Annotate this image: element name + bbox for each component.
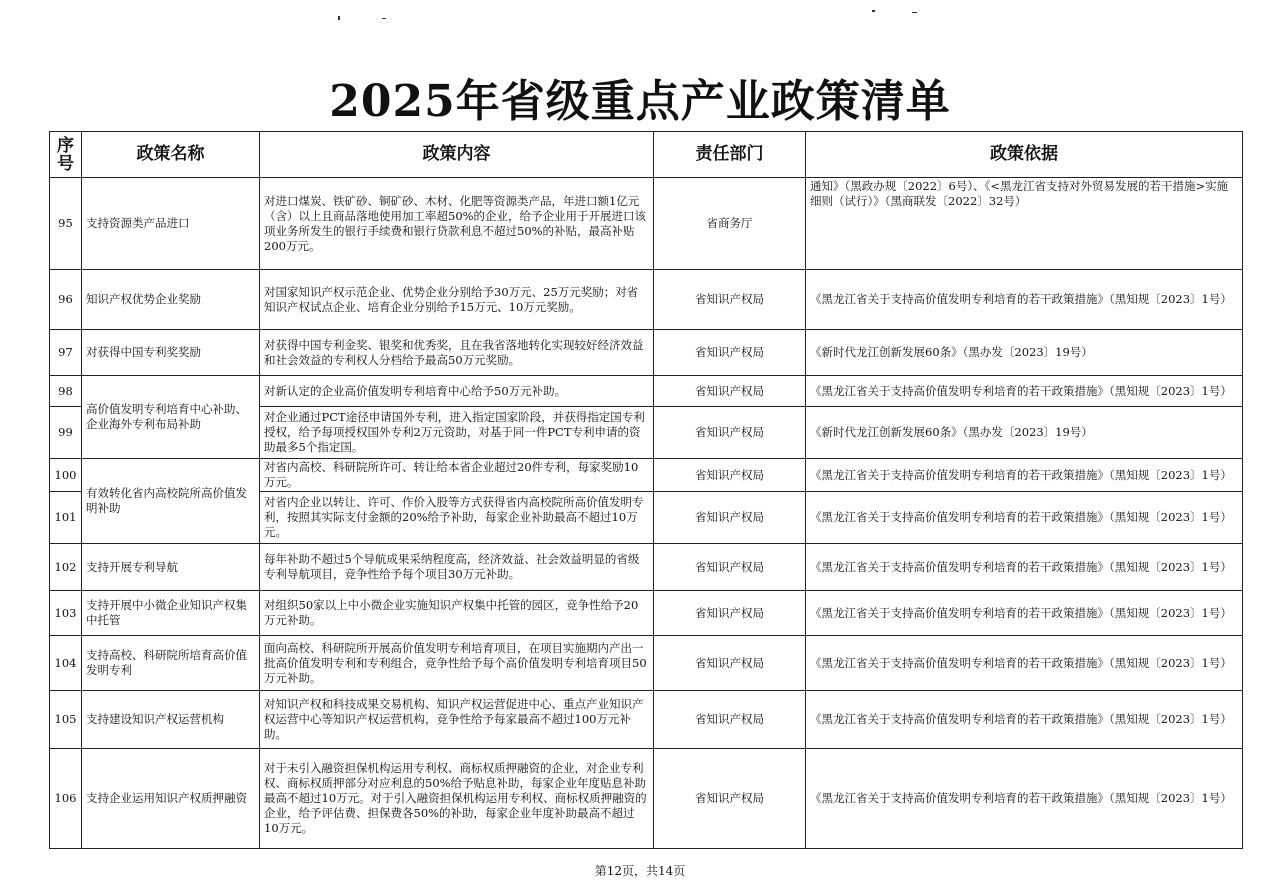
header-seq: 序号 <box>50 132 82 178</box>
table-header-row <box>50 132 1243 178</box>
policy-content: 对国家知识产权示范企业、优势企业分别给予30万元、25万元奖励；对省知识产权试点企业、培育企业分别给予15万元、10万元奖励。 <box>260 270 654 330</box>
header-policy-basis: 政策依据 <box>806 132 1243 178</box>
row-number: 106 <box>50 749 82 849</box>
policy-basis: 通知》（黑政办规〔2022〕6号）、《<黑龙江省支持对外贸易发展的若干措施>实施细则（试行）》（黑商联发〔2022〕32号） <box>806 178 1243 270</box>
policy-basis: 《新时代龙江创新发展60条》（黑办发〔2023〕19号） <box>806 407 1243 459</box>
policy-name: 高价值发明专利培育中心补助、企业海外专利布局补助 <box>82 376 260 459</box>
table-row <box>50 376 1243 407</box>
header-policy-name: 政策名称 <box>82 132 260 178</box>
department: 省知识产权局 <box>654 749 806 849</box>
department: 省商务厅 <box>654 178 806 270</box>
department: 省知识产权局 <box>654 492 806 544</box>
policy-table <box>49 131 1243 849</box>
scan-speck <box>338 16 340 20</box>
policy-name: 对获得中国专利奖奖励 <box>82 330 260 376</box>
policy-name: 有效转化省内高校院所高价值发明补助 <box>82 459 260 544</box>
policy-content: 每年补助不超过5个导航成果采纳程度高，经济效益、社会效益明显的省级专利导航项目，竞争性给予每个项目30万元补助。 <box>260 544 654 591</box>
policy-name: 支持资源类产品进口 <box>82 178 260 270</box>
policy-basis: 《新时代龙江创新发展60条》（黑办发〔2023〕19号） <box>806 330 1243 376</box>
page-title: 2025年省级重点产业政策清单 <box>329 76 951 127</box>
department: 省知识产权局 <box>654 376 806 407</box>
row-number: 104 <box>50 636 82 691</box>
table-row <box>50 330 1243 376</box>
policy-content: 对于未引入融资担保机构运用专利权、商标权质押融资的企业，对企业专利权、商标权质押部分对应利息的50%给予贴息补助，每家企业年度贴息补助最高不超过10万元。对于引入融资担保机构运用专利权、商标权质押融资的企业，给予评估费、担保费各50%的补助，每家企业年度补助最高不超过10万元。 <box>260 749 654 849</box>
scan-speck <box>912 12 917 13</box>
table-row <box>50 636 1243 691</box>
policy-basis: 《黑龙江省关于支持高价值发明专利培育的若干政策措施》（黑知规〔2023〕1号） <box>806 749 1243 849</box>
table-row <box>50 749 1243 849</box>
policy-name: 知识产权优势企业奖励 <box>82 270 260 330</box>
table-row <box>50 459 1243 492</box>
scan-speck <box>872 10 875 12</box>
row-number: 96 <box>50 270 82 330</box>
department: 省知识产权局 <box>654 544 806 591</box>
policy-name: 支持开展专利导航 <box>82 544 260 591</box>
policy-name: 支持开展中小微企业知识产权集中托管 <box>82 591 260 636</box>
table-row <box>50 591 1243 636</box>
row-number: 101 <box>50 492 82 544</box>
row-number: 97 <box>50 330 82 376</box>
department: 省知识产权局 <box>654 636 806 691</box>
policy-basis: 《黑龙江省关于支持高价值发明专利培育的若干政策措施》（黑知规〔2023〕1号） <box>806 459 1243 492</box>
department: 省知识产权局 <box>654 459 806 492</box>
policy-content: 对获得中国专利金奖、银奖和优秀奖，且在我省落地转化实现较好经济效益和社会效益的专利权人分档给予最高50万元奖励。 <box>260 330 654 376</box>
policy-content: 对知识产权和科技成果交易机构、知识产权运营促进中心、重点产业知识产权运营中心等知识产权运营机构，竞争性给予每家最高不超过100万元补助。 <box>260 691 654 749</box>
page-footer: 第12页，共14页 <box>594 864 686 878</box>
department: 省知识产权局 <box>654 270 806 330</box>
row-number: 99 <box>50 407 82 459</box>
policy-name: 支持企业运用知识产权质押融资 <box>82 749 260 849</box>
scan-speck <box>382 18 386 19</box>
row-number: 98 <box>50 376 82 407</box>
policy-basis: 《黑龙江省关于支持高价值发明专利培育的若干政策措施》（黑知规〔2023〕1号） <box>806 691 1243 749</box>
policy-content: 对省内高校、科研院所许可、转让给本省企业超过20件专利，每家奖励10万元。 <box>260 459 654 492</box>
table-row <box>50 544 1243 591</box>
policy-basis: 《黑龙江省关于支持高价值发明专利培育的若干政策措施》（黑知规〔2023〕1号） <box>806 270 1243 330</box>
table-row <box>50 691 1243 749</box>
policy-basis: 《黑龙江省关于支持高价值发明专利培育的若干政策措施》（黑知规〔2023〕1号） <box>806 544 1243 591</box>
table-row <box>50 178 1243 270</box>
row-number: 95 <box>50 178 82 270</box>
header-policy-content: 政策内容 <box>260 132 654 178</box>
policy-content: 对进口煤炭、铁矿砂、铜矿砂、木材、化肥等资源类产品，年进口额1亿元（含）以上且商品落地使用加工率超50%的企业，给予企业用于开展进口该项业务所发生的银行手续费和银行贷款利息不超过50%的补贴，最高补贴200万元。 <box>260 178 654 270</box>
table-row <box>50 270 1243 330</box>
header-department: 责任部门 <box>654 132 806 178</box>
policy-content: 对新认定的企业高价值发明专利培育中心给予50万元补助。 <box>260 376 654 407</box>
policy-content: 对企业通过PCT途径申请国外专利，进入指定国家阶段，并获得指定国专利授权，给予每项授权国外专利2万元资助，对基于同一件PCT专利申请的资助最多5个指定国。 <box>260 407 654 459</box>
department: 省知识产权局 <box>654 407 806 459</box>
department: 省知识产权局 <box>654 591 806 636</box>
policy-basis: 《黑龙江省关于支持高价值发明专利培育的若干政策措施》（黑知规〔2023〕1号） <box>806 591 1243 636</box>
row-number: 102 <box>50 544 82 591</box>
department: 省知识产权局 <box>654 330 806 376</box>
policy-basis: 《黑龙江省关于支持高价值发明专利培育的若干政策措施》（黑知规〔2023〕1号） <box>806 636 1243 691</box>
policy-basis: 《黑龙江省关于支持高价值发明专利培育的若干政策措施》（黑知规〔2023〕1号） <box>806 376 1243 407</box>
policy-basis: 《黑龙江省关于支持高价值发明专利培育的若干政策措施》（黑知规〔2023〕1号） <box>806 492 1243 544</box>
policy-content: 对省内企业以转让、许可、作价入股等方式获得省内高校院所高价值发明专利，按照其实际支付金额的20%给予补助，每家企业补助最高不超过10万元。 <box>260 492 654 544</box>
row-number: 105 <box>50 691 82 749</box>
policy-content: 对组织50家以上中小微企业实施知识产权集中托管的园区，竞争性给予20万元补助。 <box>260 591 654 636</box>
policy-name: 支持高校、科研院所培育高价值发明专利 <box>82 636 260 691</box>
policy-name: 支持建设知识产权运营机构 <box>82 691 260 749</box>
policy-content: 面向高校、科研院所开展高价值发明专利培育项目，在项目实施期内产出一批高价值发明专利和专利组合，竞争性给予每个高价值发明专利培育项目50万元补助。 <box>260 636 654 691</box>
department: 省知识产权局 <box>654 691 806 749</box>
row-number: 100 <box>50 459 82 492</box>
row-number: 103 <box>50 591 82 636</box>
